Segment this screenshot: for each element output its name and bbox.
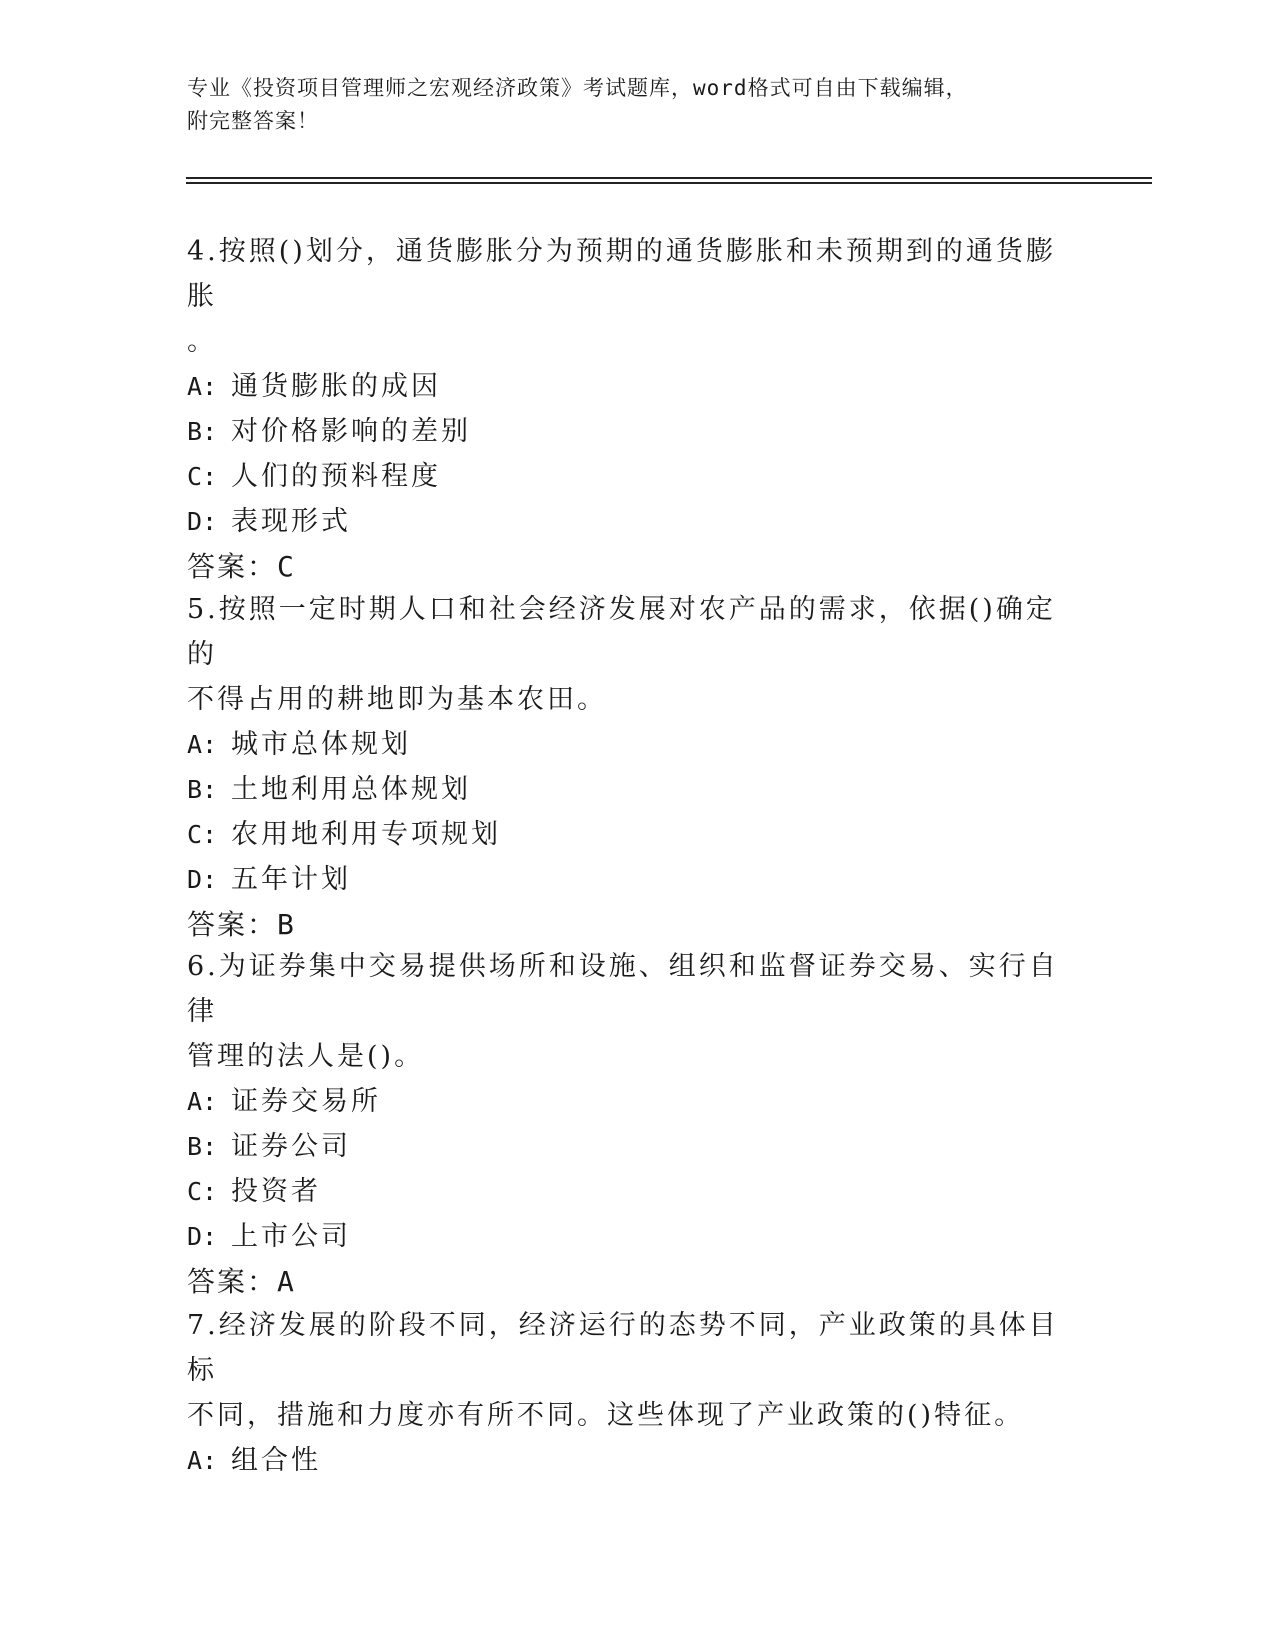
option-text: 投资者 — [231, 1176, 321, 1207]
option-d — [187, 499, 1067, 544]
option-text: 人们的预料程度 — [231, 461, 441, 492]
option-text: 上市公司 — [231, 1221, 351, 1252]
option-d — [187, 1214, 1067, 1259]
option-text: 通货膨胀的成因 — [231, 371, 441, 402]
question-stem — [187, 587, 1067, 722]
answer-value: C — [277, 550, 296, 583]
option-key: A: — [187, 372, 218, 401]
question-stem — [187, 229, 1067, 364]
option-text: 城市总体规划 — [231, 729, 411, 760]
option-a — [187, 1438, 1067, 1483]
header-line-2: 附完整答案！ — [187, 109, 319, 133]
option-key: C: — [187, 462, 218, 491]
option-key: B: — [187, 775, 218, 804]
option-text: 组合性 — [231, 1445, 321, 1476]
stem-line: 不得占用的耕地即为基本农田。 — [187, 684, 607, 715]
stem-line: 5.按照一定时期人口和社会经济发展对农产品的需求，依据()确定的 — [187, 594, 1056, 670]
stem-line: 。 — [187, 326, 217, 357]
stem-line: 管理的法人是()。 — [187, 1041, 425, 1072]
question-stem — [187, 1303, 1067, 1438]
header-line-1: 专业《投资项目管理师之宏观经济政策》考试题库，word格式可自由下载编辑， — [187, 76, 968, 100]
document-header — [187, 72, 1067, 138]
stem-line: 6.为证券集中交易提供场所和设施、组织和监督证券交易、实行自律 — [187, 951, 1059, 1027]
option-a — [187, 364, 1067, 409]
option-key: C: — [187, 1177, 218, 1206]
answer-label: 答案： — [187, 550, 278, 583]
header-divider-bottom — [186, 182, 1152, 184]
question-6 — [187, 944, 1067, 1305]
option-d — [187, 857, 1067, 902]
answer-label: 答案： — [187, 1265, 278, 1298]
option-text: 五年计划 — [231, 864, 351, 895]
question-stem — [187, 944, 1067, 1079]
option-b — [187, 1124, 1067, 1169]
option-key: A: — [187, 1087, 218, 1116]
option-c — [187, 454, 1067, 499]
option-list — [187, 1438, 1067, 1483]
option-key: A: — [187, 730, 218, 759]
answer-line — [187, 1259, 1067, 1305]
option-list — [187, 1079, 1067, 1259]
option-c — [187, 812, 1067, 857]
stem-line: 7.经济发展的阶段不同，经济运行的态势不同，产业政策的具体目标 — [187, 1310, 1059, 1386]
option-list — [187, 364, 1067, 544]
option-key: B: — [187, 1132, 218, 1161]
question-7 — [187, 1303, 1067, 1483]
answer-label: 答案： — [187, 908, 278, 941]
option-text: 农用地利用专项规划 — [231, 819, 501, 850]
option-text: 证券公司 — [231, 1131, 351, 1162]
option-text: 表现形式 — [231, 506, 351, 537]
option-c — [187, 1169, 1067, 1214]
question-4 — [187, 229, 1067, 590]
option-text: 土地利用总体规划 — [231, 774, 471, 805]
option-key: C: — [187, 820, 218, 849]
option-a — [187, 1079, 1067, 1124]
stem-line: 不同，措施和力度亦有所不同。这些体现了产业政策的()特征。 — [187, 1400, 1025, 1431]
option-a — [187, 722, 1067, 767]
option-text: 证券交易所 — [231, 1086, 381, 1117]
option-list — [187, 722, 1067, 902]
option-key: D: — [187, 865, 218, 894]
option-b — [187, 409, 1067, 454]
option-key: A: — [187, 1446, 218, 1475]
option-key: D: — [187, 1222, 218, 1251]
answer-line — [187, 902, 1067, 948]
answer-line — [187, 544, 1067, 590]
option-key: B: — [187, 417, 218, 446]
header-divider-top — [186, 177, 1152, 179]
option-key: D: — [187, 507, 218, 536]
answer-value: B — [277, 908, 296, 941]
answer-value: A — [277, 1265, 296, 1298]
option-b — [187, 767, 1067, 812]
option-text: 对价格影响的差别 — [231, 416, 471, 447]
question-5 — [187, 587, 1067, 948]
stem-line: 4.按照()划分，通货膨胀分为预期的通货膨胀和未预期到的通货膨胀 — [187, 236, 1056, 312]
